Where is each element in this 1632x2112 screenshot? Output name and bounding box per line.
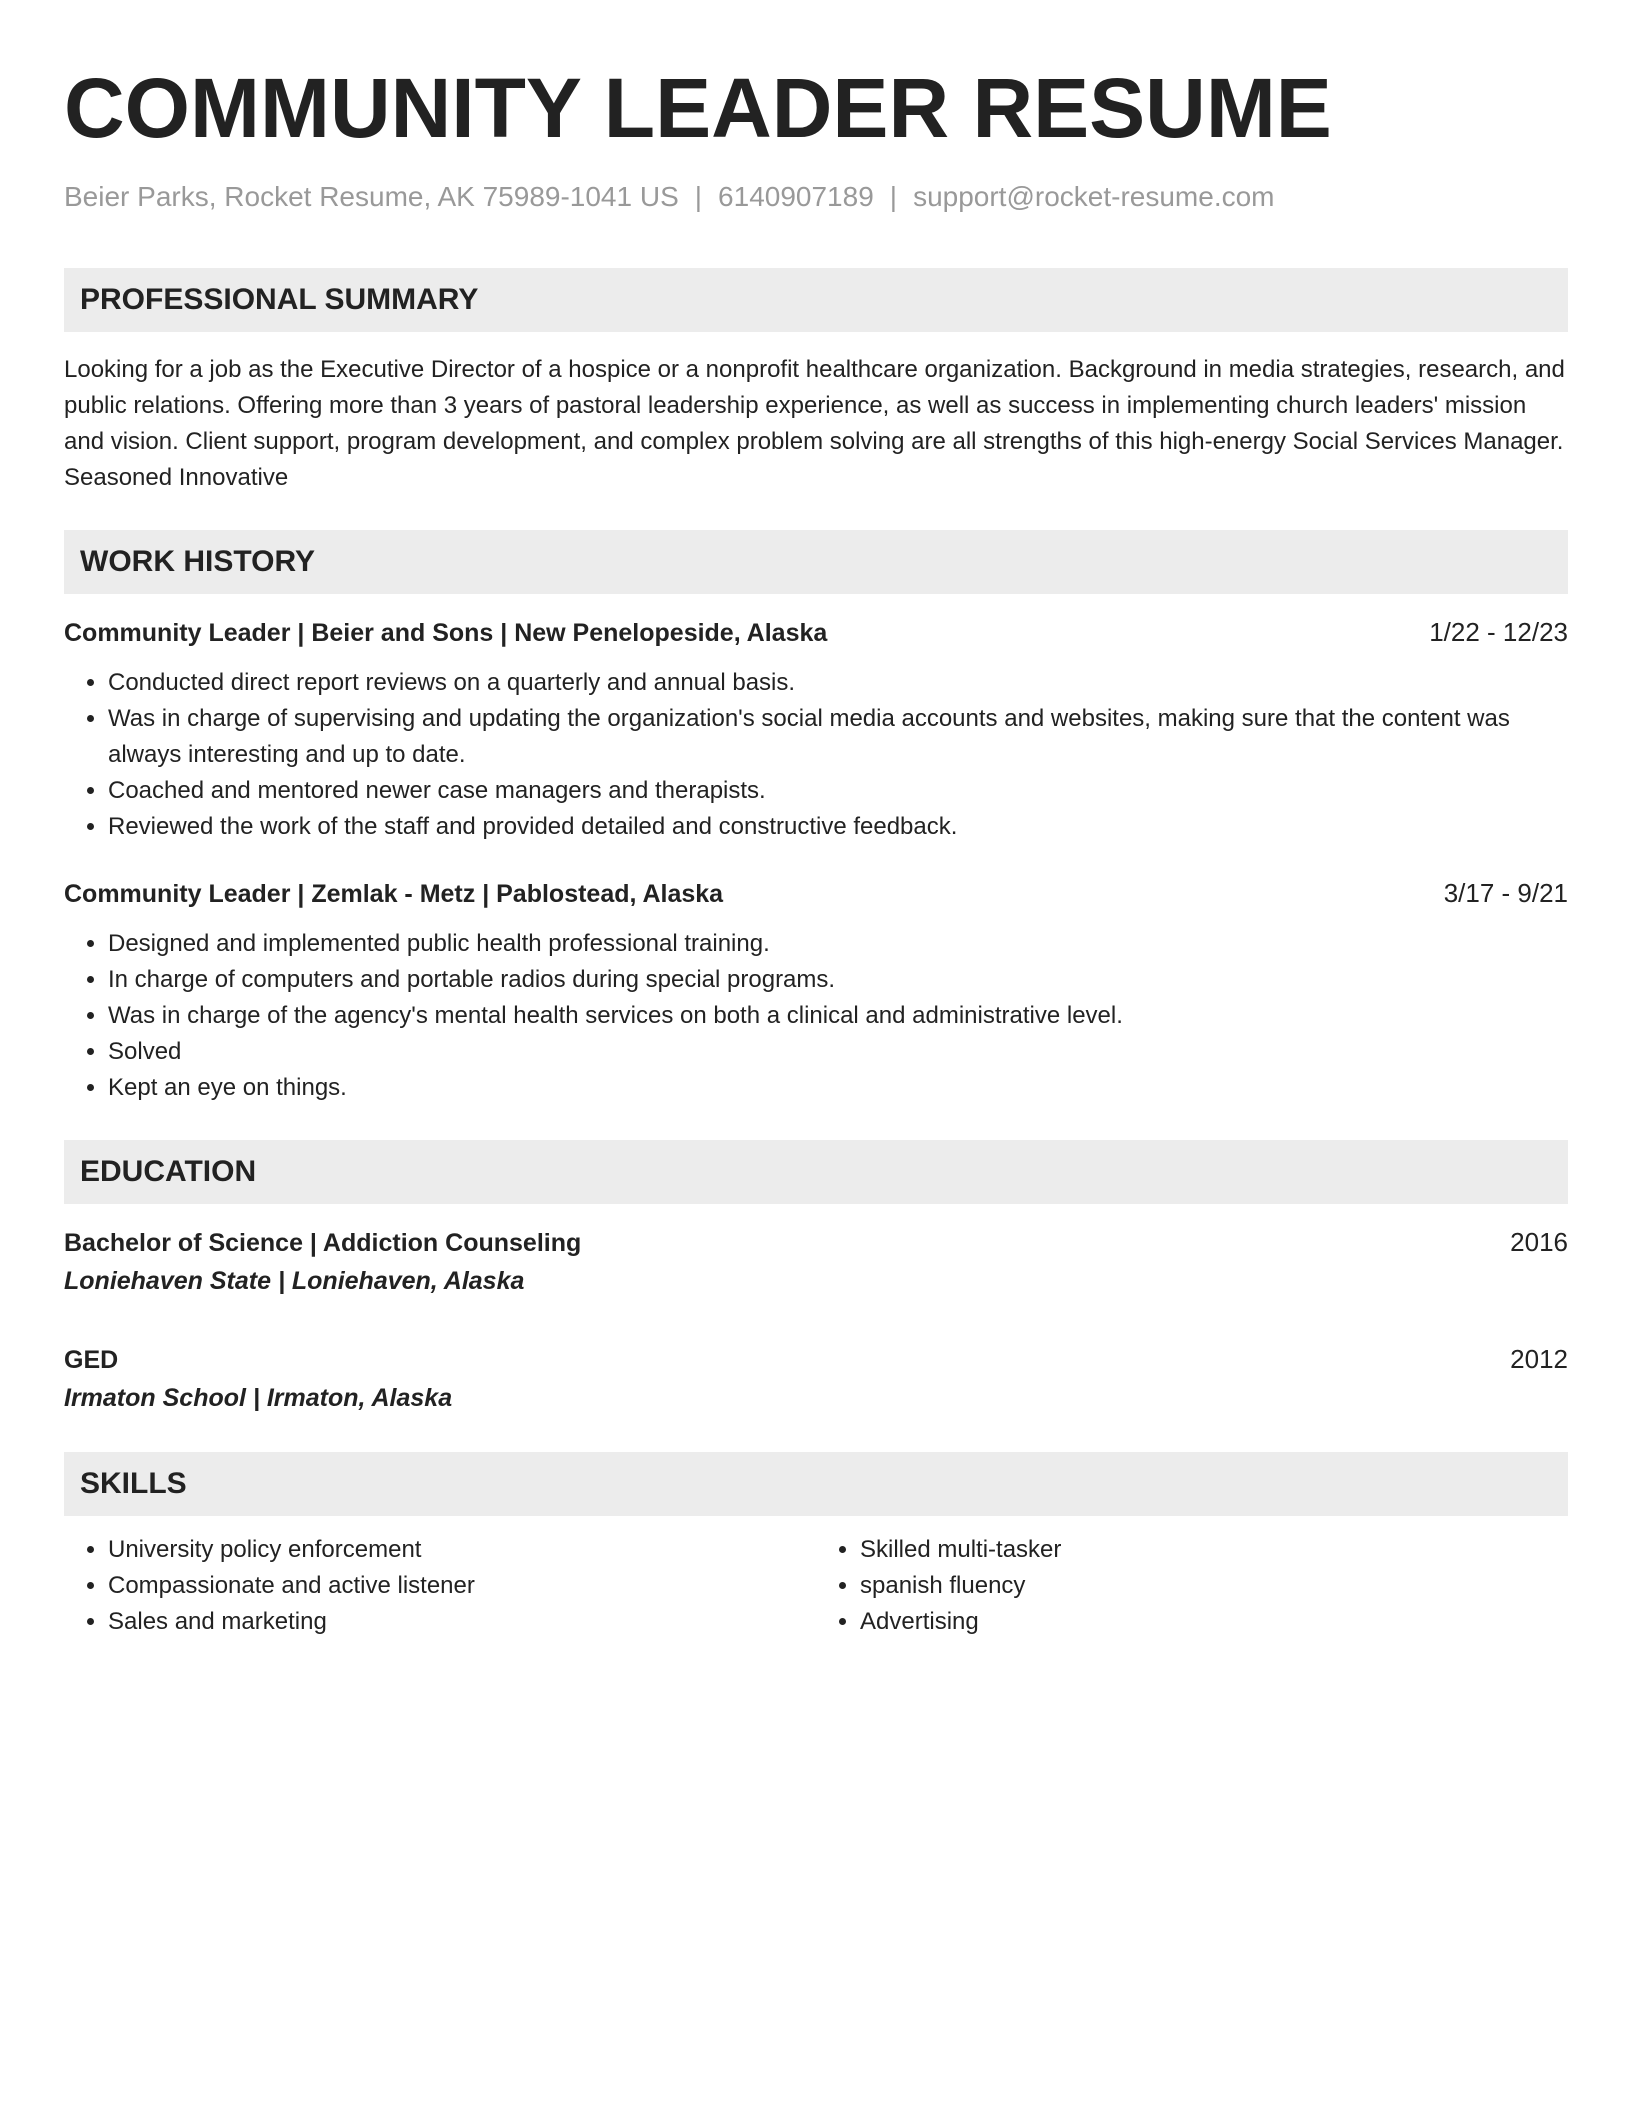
job-entry xyxy=(64,614,1568,845)
job-title: Community Leader | Zemlak - Metz | Pablostead, Alaska xyxy=(64,880,724,908)
skill-item: • University policy enforcement xyxy=(108,1532,816,1568)
job-dates: 1/22 - 12/23 xyxy=(1429,617,1568,647)
education-entry xyxy=(64,1341,1568,1418)
skill-item: • Compassionate and active listener xyxy=(108,1568,816,1604)
job-dates: 3/17 - 9/21 xyxy=(1443,878,1568,908)
resume-title: COMMUNITY LEADER RESUME xyxy=(64,61,1332,155)
list-item: • Was in charge of supervising and updating the organization's social media accounts and websites, making sure that the content was always interesting and up to date. xyxy=(108,701,1568,773)
section-header-work-history: WORK HISTORY xyxy=(64,530,1568,594)
contact-line xyxy=(64,180,1568,214)
education-year: 2016 xyxy=(1510,1227,1568,1257)
list-item: • In charge of computers and portable radios during special programs. xyxy=(108,962,1568,998)
contact-email: support@rocket-resume.com xyxy=(913,181,1275,212)
job-bullets xyxy=(64,926,1568,1106)
job-bullets xyxy=(64,665,1568,845)
section-header-summary: PROFESSIONAL SUMMARY xyxy=(64,268,1568,332)
education-degree: GED xyxy=(64,1346,119,1374)
contact-address: Beier Parks, Rocket Resume, AK 75989-1041 US xyxy=(64,181,679,212)
list-item: • Was in charge of the agency's mental health services on both a clinical and administrative level. xyxy=(108,998,1568,1034)
list-item: • Solved xyxy=(108,1034,1568,1070)
resume-page xyxy=(64,0,1568,1640)
list-item: • Designed and implemented public health professional training. xyxy=(108,926,1568,962)
education-degree: Bachelor of Science | Addiction Counseling xyxy=(64,1229,582,1257)
list-item: • Kept an eye on things. xyxy=(108,1070,1568,1106)
skills-column-left xyxy=(64,1532,816,1640)
skill-item: • spanish fluency xyxy=(860,1568,1568,1604)
education-year: 2012 xyxy=(1510,1344,1568,1374)
list-item: • Reviewed the work of the staff and provided detailed and constructive feedback. xyxy=(108,809,1568,845)
contact-separator: | xyxy=(694,181,703,212)
contact-separator: | xyxy=(889,181,898,212)
summary-text: Looking for a job as the Executive Director of a hospice or a nonprofit healthcare organization. Background in media strategies, research, and public relations. Offering more than 3 years of pastoral leadership experience, as well as success in implementing church leaders' mission and vision. Client support, program development, and complex problem solving are all strengths of this high-energy Social Services Manager. Seasoned Innovative xyxy=(64,356,1565,491)
job-entry xyxy=(64,875,1568,1106)
education-school: Loniehaven State | Loniehaven, Alaska xyxy=(64,1267,525,1295)
section-header-education: EDUCATION xyxy=(64,1140,1568,1204)
education-entry xyxy=(64,1224,1568,1301)
contact-phone: 6140907189 xyxy=(718,181,874,212)
skill-item: • Skilled multi-tasker xyxy=(860,1532,1568,1568)
list-item: • Conducted direct report reviews on a quarterly and annual basis. xyxy=(108,665,1568,701)
job-title: Community Leader | Beier and Sons | New Penelopeside, Alaska xyxy=(64,619,828,647)
skills-column-right xyxy=(816,1532,1568,1640)
skill-item: • Advertising xyxy=(860,1604,1568,1640)
section-header-skills: SKILLS xyxy=(64,1452,1568,1516)
education-school: Irmaton School | Irmaton, Alaska xyxy=(64,1384,453,1412)
skill-item: • Sales and marketing xyxy=(108,1604,816,1640)
skills-list xyxy=(64,1532,1568,1640)
list-item: • Coached and mentored newer case managers and therapists. xyxy=(108,773,1568,809)
